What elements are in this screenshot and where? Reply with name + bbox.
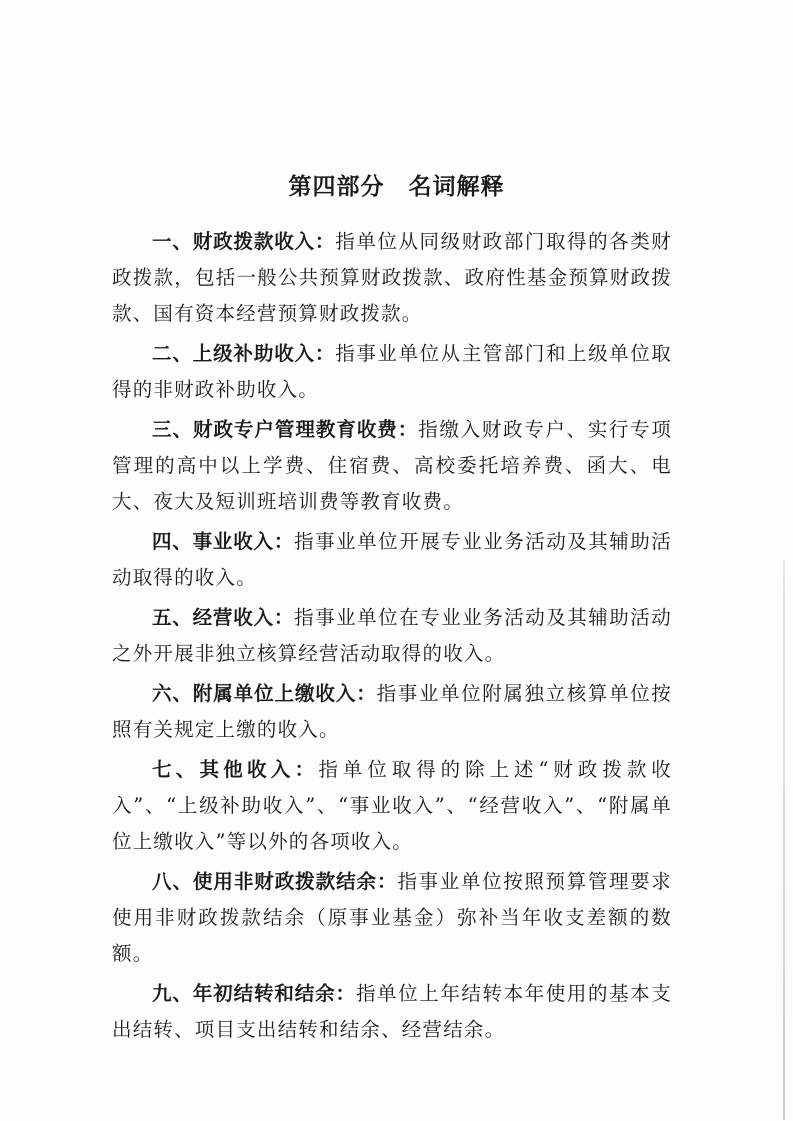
definitions-body xyxy=(112,224,672,1052)
definition-term: 七、其他收入： xyxy=(152,758,319,781)
definition-paragraph xyxy=(112,524,672,596)
scan-edge-line xyxy=(783,560,785,1120)
definition-paragraph xyxy=(112,976,672,1048)
definition-paragraph xyxy=(112,336,672,408)
definition-text: 指事业单位在专业业务活动及其辅助活动之外开展非独立核算经营活动取得的收入。 xyxy=(112,606,672,665)
definition-term: 三、财政专户管理教育收费： xyxy=(152,418,419,441)
definition-text: 指单位取得的除上述“财政拨款收入”、“上级补助收入”、“事业收入”、“经营收入”、“附属单位上缴收入”等以外的各项收入。 xyxy=(112,758,672,853)
definition-text: 指事业单位按照预算管理要求使用非财政拨款结余（原事业基金）弥补当年收支差额的数额。 xyxy=(112,870,672,965)
definition-text: 指事业单位附属独立核算单位按照有关规定上缴的收入。 xyxy=(112,682,672,741)
definition-term: 四、事业收入： xyxy=(152,530,295,553)
definition-paragraph xyxy=(112,412,672,520)
definition-text: 指事业单位从主管部门和上级单位取得的非财政补助收入。 xyxy=(112,342,672,401)
definition-paragraph xyxy=(112,600,672,672)
definition-text: 指单位从同级财政部门取得的各类财政拨款，包括一般公共预算财政拨款、政府性基金预算财政拨款、国有资本经营预算财政拨款。 xyxy=(112,230,672,325)
definition-text: 指单位上年结转本年使用的基本支出结转、项目支出结转和结余、经营结余。 xyxy=(112,982,672,1041)
definition-paragraph xyxy=(112,752,672,860)
definition-paragraph xyxy=(112,864,672,972)
definition-term: 二、上级补助收入： xyxy=(152,342,336,365)
definition-term: 五、经营收入： xyxy=(152,606,295,629)
definition-term: 六、附属单位上缴收入： xyxy=(152,682,377,705)
definition-term: 八、使用非财政拨款结余： xyxy=(152,870,398,893)
page-title: 第四部分 名词解释 xyxy=(288,173,505,200)
definition-paragraph xyxy=(112,676,672,748)
definition-text: 指事业单位开展专业业务活动及其辅助活动取得的收入。 xyxy=(112,530,672,589)
definition-term: 九、年初结转和结余： xyxy=(152,982,356,1005)
definition-text: 指缴入财政专户、实行专项管理的高中以上学费、住宿费、高校委托培养费、函大、电大、夜大及短训班培训费等教育收费。 xyxy=(112,418,672,513)
definition-term: 一、财政拨款收入： xyxy=(152,230,336,253)
definition-paragraph xyxy=(112,224,672,332)
